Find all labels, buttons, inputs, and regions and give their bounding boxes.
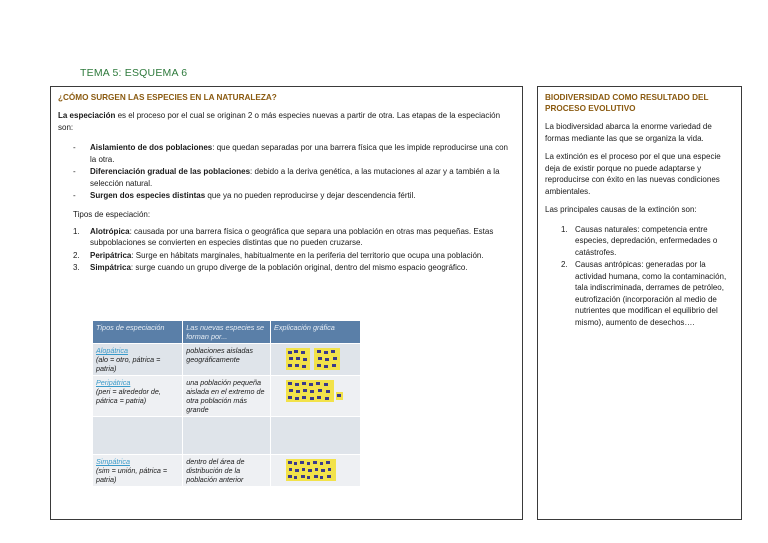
list-item (73, 262, 514, 274)
speciation-heading: ¿CÓMO SURGEN LAS ESPECIES EN LA NATURALEZA? (58, 93, 277, 102)
table-row (93, 417, 361, 455)
peripatrica-link[interactable]: Peripátrica (96, 378, 131, 387)
item-number: 2. (561, 260, 568, 269)
stage-text: que ya no pueden reproducirse y dejar descendencia fértil. (205, 191, 416, 200)
table-header: Explicación gráfica (271, 321, 361, 344)
peripatric-diagram (274, 378, 352, 404)
types-label: Tipos de especiación: (73, 209, 151, 219)
type-etymology: (alo = otro, pátrica = patria) (96, 355, 161, 373)
table-header-row (93, 321, 361, 344)
table-cell (93, 376, 183, 417)
list-item (73, 226, 514, 249)
table-cell: poblaciones aisladas geográficamente (183, 344, 271, 376)
speciation-table (93, 321, 361, 486)
biodiversity-panel (537, 86, 742, 520)
table-row (93, 376, 361, 417)
table-cell (271, 344, 361, 376)
table-cell (271, 455, 361, 487)
types-list (58, 226, 514, 274)
table-header: Las nuevas especies se forman por... (183, 321, 271, 344)
type-term: Simpátrica (90, 263, 131, 272)
list-item: - Diferenciación gradual de las poblaciones: debido a la deriva genética, a las mutaciones al azar y a también a la selección natural. (73, 167, 500, 188)
type-term: Alotrópica (90, 226, 130, 236)
table-cell (93, 455, 183, 487)
stage-term: Surgen dos especies distintas (90, 191, 206, 200)
intro-text: es el proceso por el cual se originan 2 o más especies nuevas a partir de otra. Las etapas de la especiación son: (58, 111, 501, 132)
item-number: 2. (73, 250, 80, 260)
type-text: : Surge en hábitats marginales, habitualmente en la periferia del territorio que ocupa una población. (131, 250, 484, 260)
table-cell: una población pequeña aislada en el extremo de otra población más grande (183, 376, 271, 417)
table-row (93, 455, 361, 487)
table-cell (271, 376, 361, 417)
stage-text: : que quedan separadas por una barrera física que les impide reproducirse una con la otra. (90, 143, 508, 164)
speciation-intro (58, 110, 514, 133)
type-text: : causada por una barrera física o geográfica que separa una población en otras mas pequeñas. Estas subpoblaciones se convierten en especies distintas que no pueden cruzarse. (90, 226, 494, 247)
item-number: 1. (73, 226, 80, 236)
stage-term: Diferenciación gradual de las poblaciones (90, 167, 251, 176)
intro-term: La especiación (58, 111, 116, 120)
type-etymology: (sim = unión, pátrica = patria) (96, 466, 168, 484)
cause-text: Causas antrópicas: generadas por la actividad humana, como la contaminación, tala indiscriminada, derrames de petróleo, eutrofización (incorporación al medio de nutrientes que modifican el equilibrio del mismo), aumento de desechos…. (575, 260, 727, 327)
causes-list (545, 224, 735, 329)
cause-text: Causas naturales: competencia entre especies, depredación, enfermedades o catástrofes. (575, 224, 718, 257)
table-cell: dentro del área de distribución de la población anterior (183, 455, 271, 487)
item-number: 3. (73, 263, 80, 272)
alopatric-diagram (274, 346, 352, 372)
table-cell (93, 344, 183, 376)
biodiversity-heading: BIODIVERSIDAD COMO RESULTADO DEL PROCESO EVOLUTIVO (545, 93, 709, 113)
list-item (73, 250, 514, 262)
type-text: : surge cuando un grupo diverge de la población original, dentro del mismo espacio geográfico. (130, 263, 468, 272)
stage-term: Aislamiento de dos poblaciones (90, 143, 213, 152)
extinction-paragraph: La extinción es el proceso por el que una especie deja de existir porque no puede adaptarse y reproducirse con éxito en las nuevas condiciones ambientales. (545, 152, 721, 196)
table-header: Tipos de especiación (93, 321, 183, 344)
speciation-panel (50, 86, 523, 520)
simpatrica-link[interactable]: Simpátrica (96, 457, 130, 466)
alopatrica-link[interactable]: Alopátrica (96, 346, 128, 355)
table-row (93, 344, 361, 376)
type-etymology: (peri = alrededor de, pátrica = patria) (96, 387, 161, 405)
sympatric-diagram (274, 457, 352, 483)
item-number: 1. (561, 224, 568, 234)
stage-text: : debido a la deriva genética, a las mutaciones al azar y a también a la selección natural. (90, 167, 500, 188)
list-item (561, 224, 735, 259)
list-item: - Aislamiento de dos poblaciones: que quedan separadas por una barrera física que les impide reproducirse una con la otra. (73, 143, 508, 164)
list-item: - Surgen dos especies distintas que ya no pueden reproducirse y dejar descendencia fértil. (73, 191, 416, 200)
stages-list (58, 142, 514, 202)
list-item (561, 259, 735, 328)
biodiversity-paragraph: La biodiversidad abarca la enorme variedad de formas mediante las que se organiza la vida. (545, 122, 712, 143)
document-title: TEMA 5: ESQUEMA 6 (80, 67, 188, 79)
type-term: Peripátrica (90, 250, 132, 260)
causes-intro: Las principales causas de la extinción son: (545, 205, 697, 214)
